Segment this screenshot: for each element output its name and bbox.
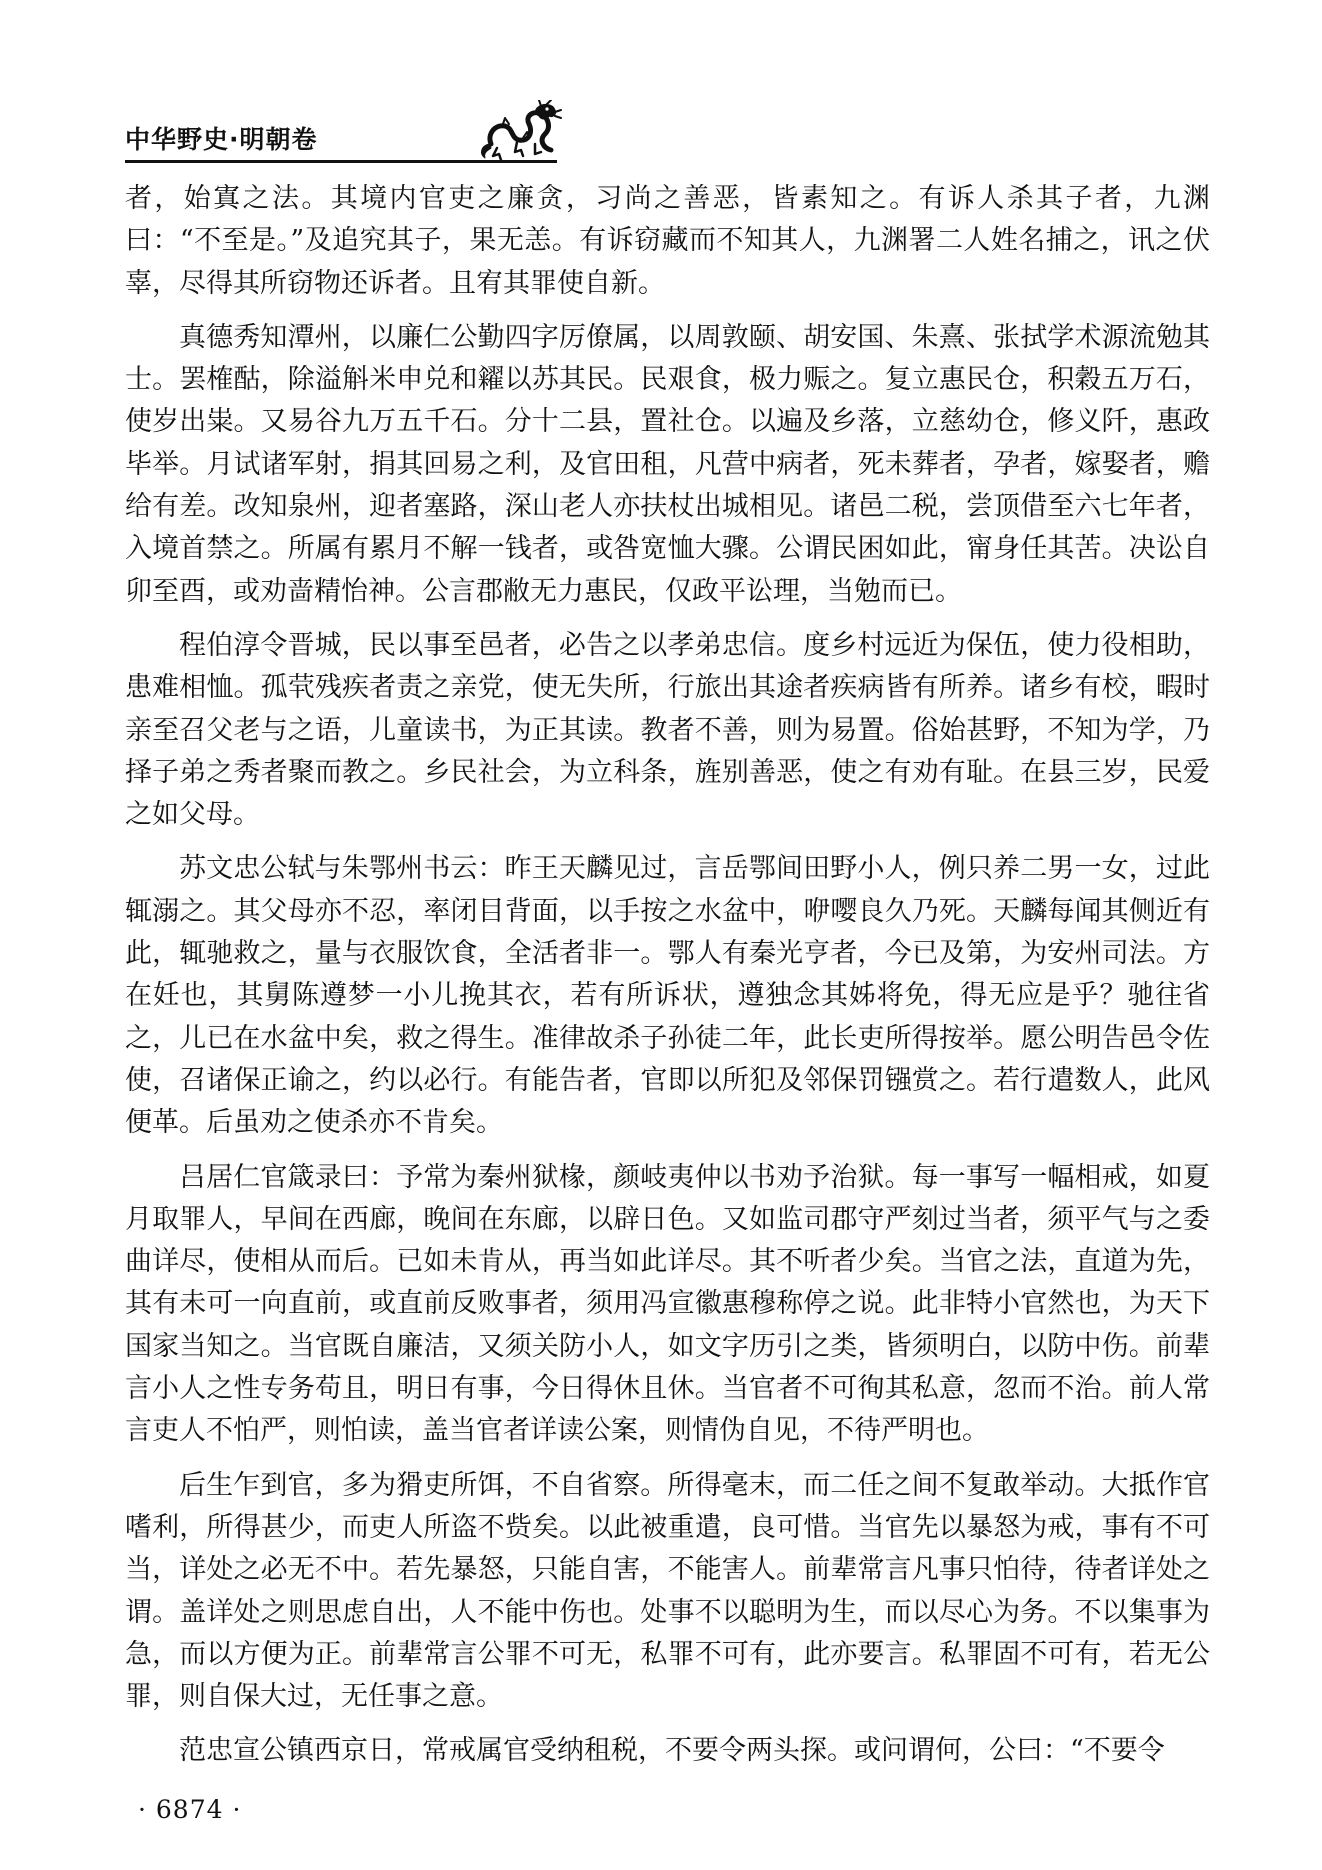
book-title: 中华野史·明朝卷 [125,125,318,154]
dragon-emblem-icon [477,100,563,164]
header-rule [125,160,557,163]
paragraph-7: 范忠宣公镇西京日，常戒属官受纳租税，不要令两头探。或问谓何，公曰：“不要令 [179,1735,1165,1767]
running-header [125,118,1210,176]
paragraph-3: 程伯淳令晋城，民以事至邑者，必告之以孝弟忠信。度乡村远近为保伍，使力役相助，患难相恤。孤茕残疾者责之亲党，使无失所，行旅出其途者疾病皆有所养。诸乡有校，暇时亲至召父老与之语，儿童读书，为正其读。教者不善，则为易置。俗始甚野，不知为学，乃择子弟之秀者聚而教之。乡民社会，为立科条，旌别善恶，使之有劝有耻。在县三岁，民爱之如父母。 [125,629,1210,831]
paragraph-4: 苏文忠公轼与朱鄂州书云：昨王天麟见过，言岳鄂间田野小人，例只养二男一女，过此辄溺之。其父母亦不忍，率闭目背面，以手按之水盆中，咿嘤良久乃死。天麟每闻其侧近有此，辄驰救之，量与衣服饮食，全活者非一。鄂人有秦光亨者，今已及第，为安州司法。方在妊也，其舅陈遵梦一小儿挽其衣，若有所诉状，遵独念其姊将免，得无应是乎？驰往省之，儿已在水盆中矣，救之得生。准律故杀子孙徒二年，此长吏所得按举。愿公明告邑令佐使，召诸保正谕之，约以必行。有能告者，官即以所犯及邻保罚镪赏之。若行遣数人，此风便革。后虽劝之使杀亦不肯矣。 [125,853,1210,1139]
paragraph-6: 后生乍到官，多为猾吏所饵，不自省察。所得毫末，而二任之间不复敢举动。大抵作官嗜利，所得甚少，而吏人所盗不赀矣。以此被重遣，良可惜。当官先以暴怒为戒，事有不可当，详处之必无不中。若先暴怒，只能自害，不能害人。前辈常言凡事只怕待，待者详处之谓。盖详处之则思虑自出，人不能中伤也。处事不以聪明为生，而以尽心为务。不以集事为急，而以方便为正。前辈常言公罪不可无，私罪不可有，此亦要言。私罪固不可有，若无公罪，则自保大过，无任事之意。 [125,1469,1210,1713]
paragraph-2: 真德秀知潭州，以廉仁公勤四字厉僚属，以周敦颐、胡安国、朱熹、张拭学术源流勉其士。罢榷酤，除溢斛米申兑和糴以苏其民。民艰食，极力赈之。复立惠民仓，积穀五万石，使岁出粜。又易谷九万五千石。分十二县，置社仓。以遍及乡落，立慈幼仓，修义阡，惠政毕举。月试诸军射，捐其回易之利，及官田租，凡营中病者，死未葬者，孕者，嫁娶者，赡给有差。改知泉州，迎者塞路，深山老人亦扶杖出城相见。诸邑二税，尝顶借至六七年者，入境首禁之。所属有累月不解一钱者，或咎宽恤大骤。公谓民困如此，甯身任其苦。决讼自卯至酉，或劝啬精怡神。公言郡敝无力惠民，仅政平讼理，当勉而已。 [125,321,1210,607]
paragraph-1: 者，始寘之法。其境内官吏之廉贪，习尚之善恶，皆素知之。有诉人杀其子者，九渊曰：“不至是。”及追究其子，果无恙。有诉窃藏而不知其人，九渊署二人姓名捕之，讯之伏辜，尽得其所窃物还诉者。且宥其罪使自新。 [125,183,1210,299]
page-body [125,178,1210,1773]
paragraph-5: 吕居仁官箴录曰：予常为秦州狱椽，颜岐夷仲以书劝予治狱。每一事写一幅相戒，如夏月取罪人，早间在西廊，晚间在东廊，以辟日色。又如监司郡守严刻过当者，须平气与之委曲详尽，使相从而后。已如未肯从，再当如此详尽。其不听者少矣。当官之法，直道为先，其有未可一向直前，或直前反败事者，须用冯宣徽惠穆称停之说。此非特小官然也，为天下国家当知之。当官既自廉洁，又须关防小人，如文字历引之类，皆须明白，以防中伤。前辈言小人之性专务苟且，明日有事，今日得休且休。当官者不可徇其私意，忽而不治。前人常言吏人不怕严，则怕读，盖当官者详读公案，则情伪自见，不待严明也。 [125,1161,1210,1447]
page-number: · 6874 · [138,1795,242,1824]
